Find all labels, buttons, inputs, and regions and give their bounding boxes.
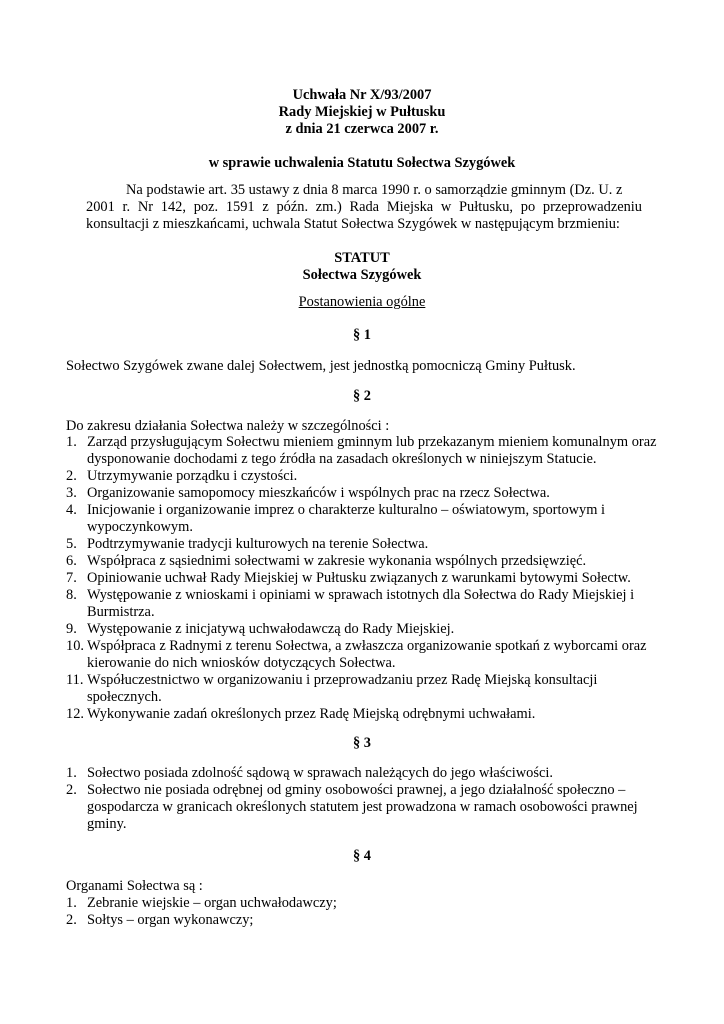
intro-line-2: 2001 r. Nr 142, poz. 1591 z późn. zm.) Rada Miejska w Pułtusku, po przeprowadzeniu	[86, 199, 642, 215]
intro-line-3: konsultacji z mieszkańcami, uchwala Statut Sołectwa Szygówek w następującym brzmieniu:	[86, 216, 620, 232]
list-number: 2.	[66, 912, 77, 928]
resolution-number: Uchwała Nr X/93/2007	[292, 87, 432, 103]
list-number: 1.	[66, 434, 77, 450]
list-number: 2.	[66, 468, 77, 484]
list-text: Utrzymywanie porządku i czystości.	[87, 468, 298, 484]
list-number: 1.	[66, 765, 77, 781]
section-heading-text: Postanowienia ogólne	[298, 294, 426, 310]
list-number: 7.	[66, 570, 77, 586]
sec1-text: Sołectwo Szygówek zwane dalej Sołectwem, jest jednostką pomocniczą Gminy Pułtusk.	[66, 358, 576, 374]
list-number: 2.	[66, 782, 77, 798]
list-text: Współuczestnictwo w organizowaniu i przeprowadzaniu przez Radę Miejską konsultacji społecznych.	[87, 672, 598, 705]
list-text: Współpraca z sąsiednimi sołectwami w zakresie wykonania wspólnych przedsięwzięć.	[87, 553, 587, 569]
list-text: Występowanie z wnioskami i opiniami w sprawach istotnych dla Sołectwa do Rady Miejskiej i Burmistrza.	[87, 587, 635, 620]
list-number: 11.	[66, 672, 84, 688]
list-number: 4.	[66, 502, 77, 518]
list-number: 5.	[66, 536, 77, 552]
list-text: Zebranie wiejskie – organ uchwałodawczy;	[87, 895, 337, 911]
list-text: Zarząd przysługującym Sołectwu mieniem gminnym lub przekazanym mieniem komunalnym oraz dysponowanie dochodami z tego źródła na zasadach określonych w niniejszym Statucie.	[87, 434, 657, 467]
list-number: 10.	[66, 638, 84, 654]
paragraph-mark-2: § 2	[353, 388, 371, 404]
list-text: Sołectwo nie posiada odrębnej od gminy osobowości prawnej, a jego działalność społeczno – gospodarcza w granicach określonych statutem jest prowadzona w ramach osobowości prawnej gminy.	[87, 782, 638, 832]
list-text: Sołectwo posiada zdolność sądową w sprawach należących do jego właściwości.	[87, 765, 553, 781]
council-name: Rady Miejskiej w Pułtusku	[278, 104, 446, 120]
paragraph-mark-1: § 1	[353, 327, 371, 343]
list-text: Podtrzymywanie tradycji kulturowych na terenie Sołectwa.	[87, 536, 429, 552]
statute-title: STATUT	[334, 250, 390, 266]
list-text: Wykonywanie zadań określonych przez Radę Miejską odrębnymi uchwałami.	[87, 706, 536, 722]
intro-line-1: Na podstawie art. 35 ustawy z dnia 8 marca 1990 r. o samorządzie gminnym (Dz. U. z	[126, 182, 623, 198]
list-text: Występowanie z inicjatywą uchwałodawczą do Rady Miejskiej.	[87, 621, 455, 637]
list-text: Organizowanie samopomocy mieszkańców i wspólnych prac na rzecz Sołectwa.	[87, 485, 550, 501]
list-number: 8.	[66, 587, 77, 603]
paragraph-mark-3: § 3	[353, 735, 371, 751]
list-text: Opiniowanie uchwał Rady Miejskiej w Pułtusku związanych z warunkami bytowymi Sołectw.	[87, 570, 631, 586]
resolution-subject: w sprawie uchwalenia Statutu Sołectwa Szygówek	[208, 155, 516, 171]
list-number: 12.	[66, 706, 84, 722]
statute-subtitle: Sołectwa Szygówek	[302, 267, 422, 283]
sec2-lead: Do zakresu działania Sołectwa należy w szczególności :	[66, 418, 390, 434]
section-heading	[0, 294, 724, 311]
list-text: Współpraca z Radnymi z terenu Sołectwa, a zwłaszcza organizowanie spotkań z wyborcami oraz kierowanie do nich wniosków dotyczących Sołectwa.	[87, 638, 647, 671]
paragraph-mark-4: § 4	[353, 848, 371, 864]
list-number: 6.	[66, 553, 77, 569]
list-text: Sołtys – organ wykonawczy;	[87, 912, 254, 928]
resolution-date: z dnia 21 czerwca 2007 r.	[285, 121, 439, 137]
sec4-lead: Organami Sołectwa są :	[66, 878, 203, 894]
list-text: Inicjowanie i organizowanie imprez o charakterze kulturalno – oświatowym, sportowym i wypoczynkowym.	[87, 502, 606, 535]
list-number: 9.	[66, 621, 77, 637]
list-number: 3.	[66, 485, 77, 501]
list-number: 1.	[66, 895, 77, 911]
